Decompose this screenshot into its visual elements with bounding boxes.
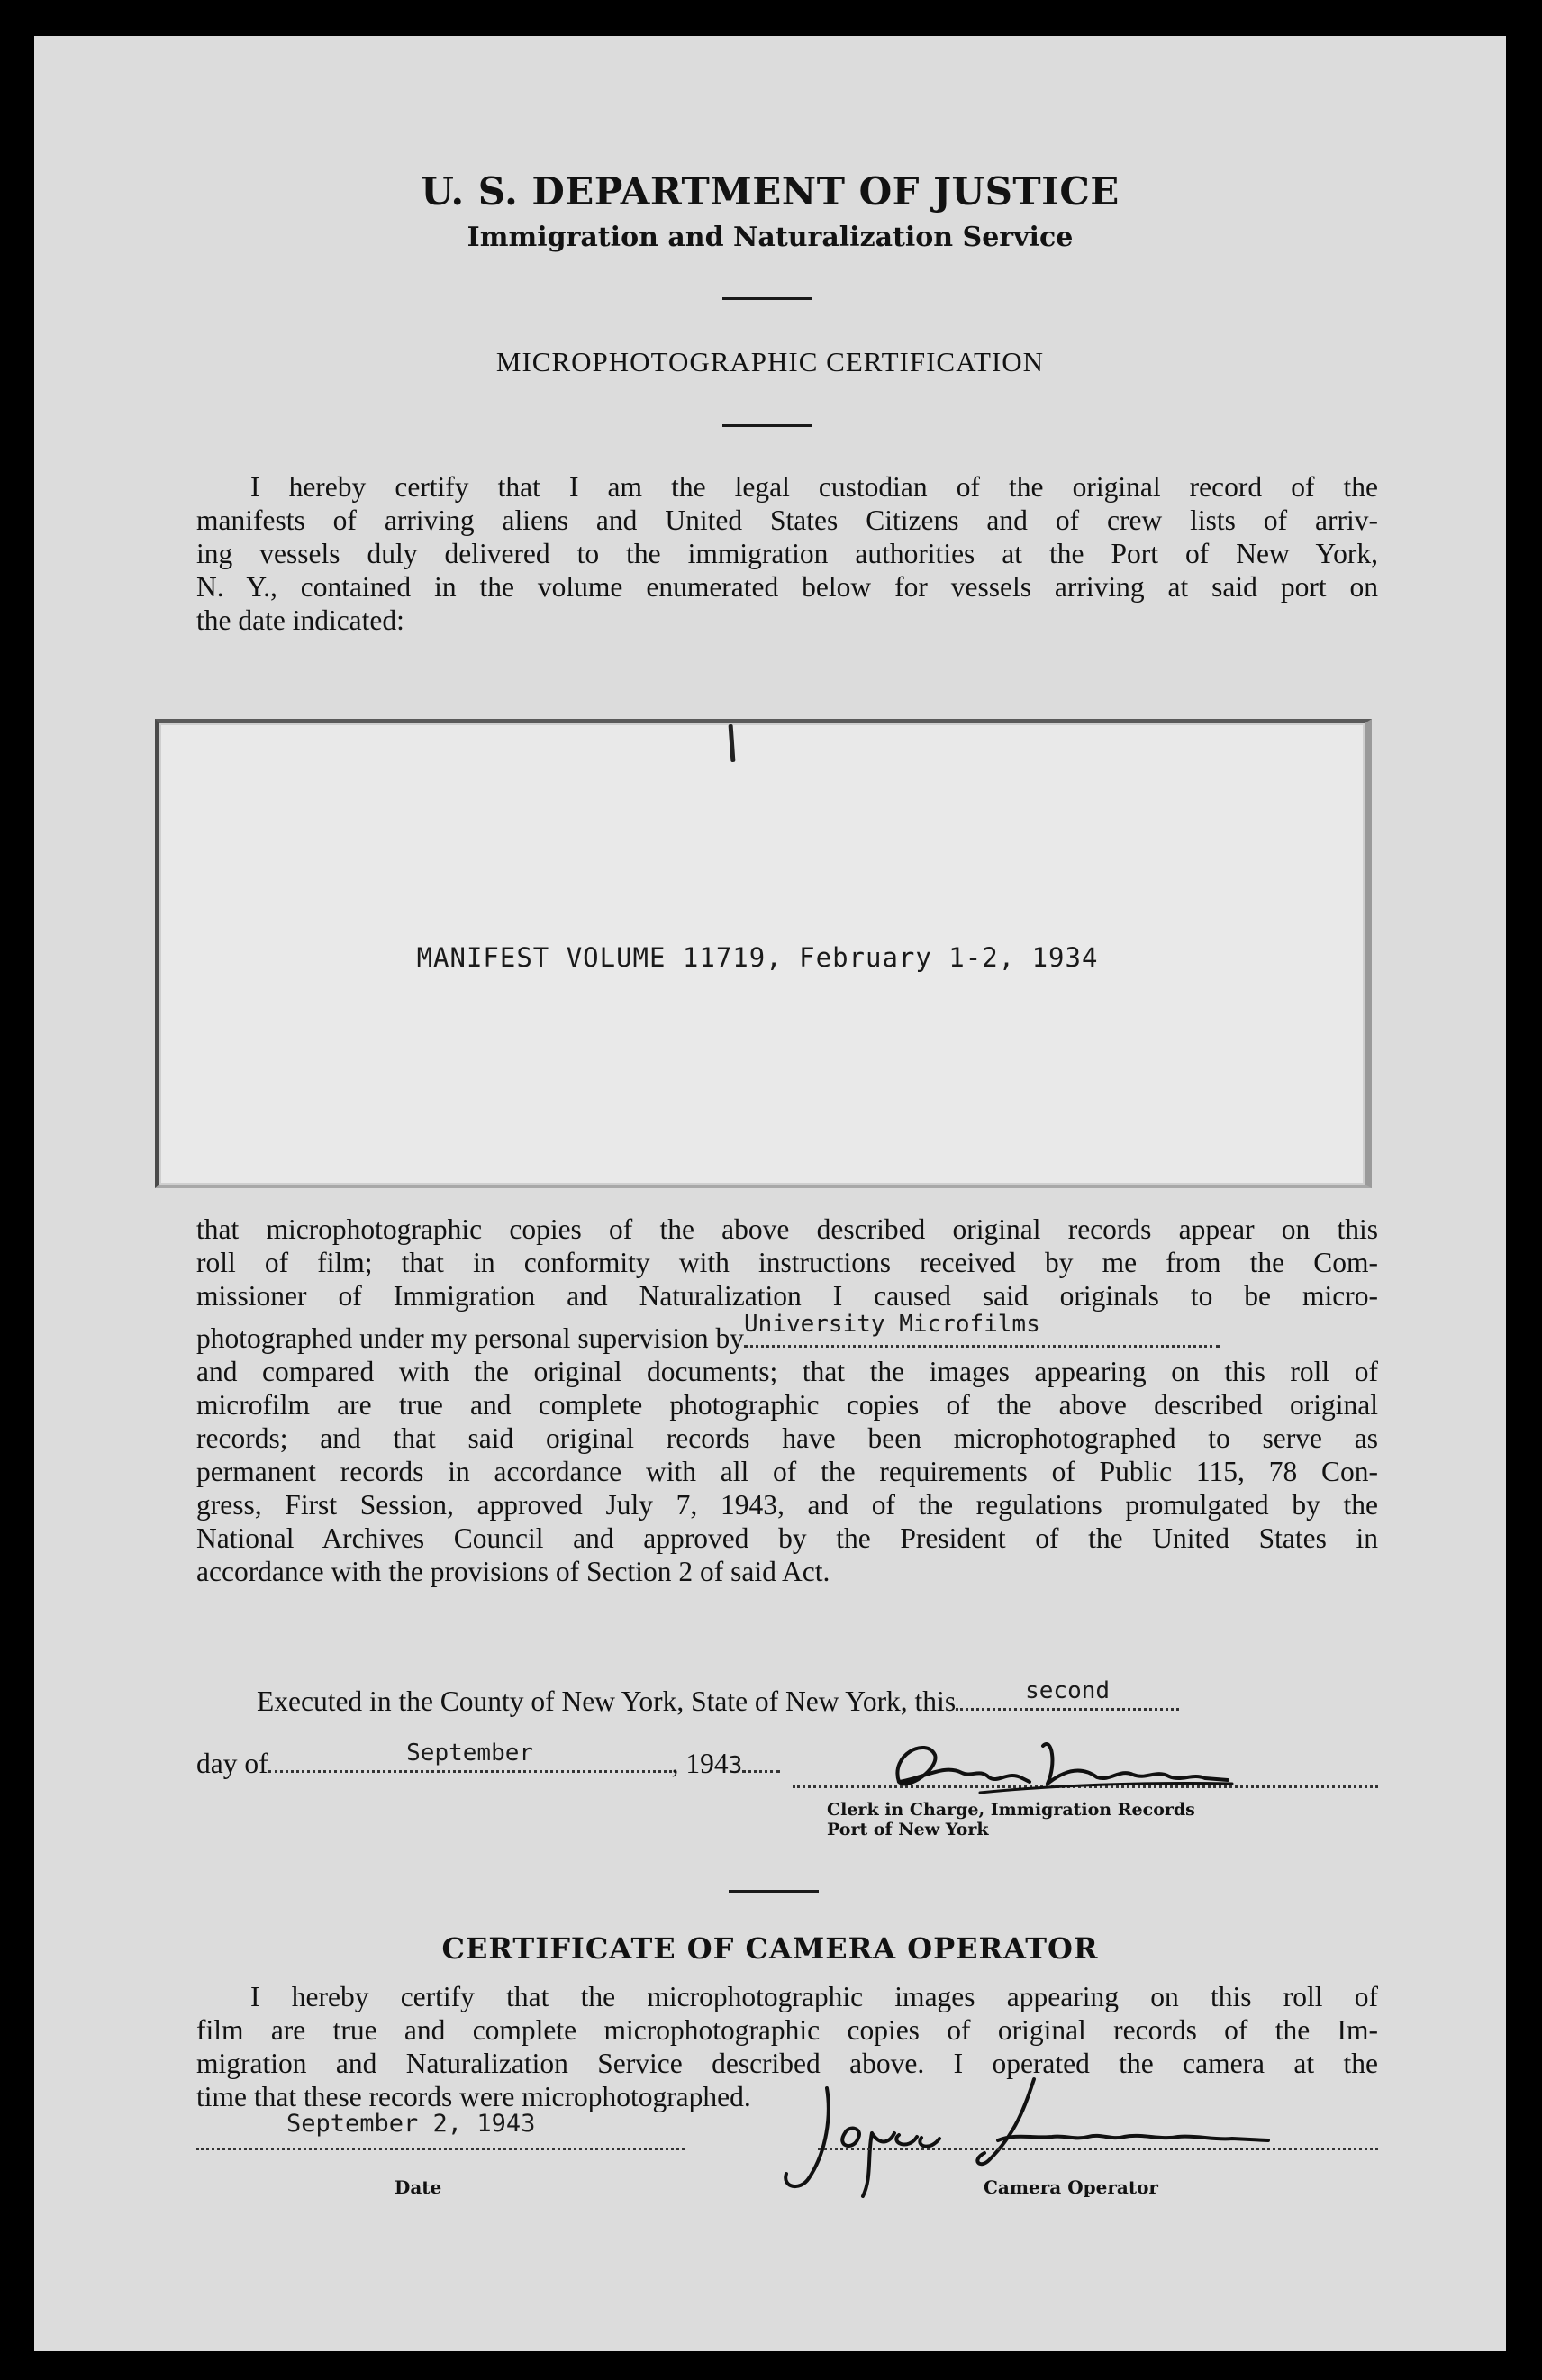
statement-line: roll of film; that in conformity with instructions received by me from the Com-: [196, 1247, 1378, 1278]
statement-line: missioner of Immigration and Naturalization I caused said originals to be micro-: [196, 1280, 1378, 1312]
year-prefix: , 194: [671, 1748, 729, 1779]
photographer-field: [744, 1311, 1220, 1348]
divider-rule: [729, 1890, 819, 1893]
year-field-dots: [742, 1743, 780, 1773]
divider-rule: [722, 424, 812, 427]
statement-line: I hereby certify that the microphotographic images appearing on this roll of: [250, 1981, 1378, 2012]
operator-label: Camera Operator: [984, 2176, 1158, 2198]
statement-line: gress, First Session, approved July 7, 1943, and of the regulations promulgated by the: [196, 1489, 1378, 1521]
certification-statement: [196, 1213, 1378, 1588]
date-signature-line: [196, 2146, 685, 2150]
divider-rule: [722, 297, 812, 300]
month-field: [268, 1740, 672, 1773]
month-value: September: [406, 1740, 534, 1767]
statement-line: microfilm are true and complete photographic copies of the above described original: [196, 1389, 1378, 1421]
statement-line: the date indicated:: [196, 604, 404, 636]
statement-line: time that these records were microphotographed.: [196, 2081, 751, 2112]
day-of-label: day of: [196, 1748, 268, 1779]
clerk-port: Port of New York: [827, 1820, 989, 1840]
certificate-sheet: [34, 36, 1506, 2351]
statement-line: accordance with the provisions of Section 2 of said Act.: [196, 1556, 830, 1587]
supervision-text: photographed under my personal supervision by: [196, 1322, 745, 1354]
camera-operator-heading: CERTIFICATE OF CAMERA OPERATOR: [441, 1931, 1099, 1966]
executed-line: [257, 1677, 1179, 1718]
date-value: September 2, 1943: [286, 2110, 536, 2138]
certification-heading: MICROPHOTOGRAPHIC CERTIFICATION: [495, 346, 1045, 377]
statement-line: records; and that said original records have been microphotographed to serve as: [196, 1422, 1378, 1454]
clerk-title: Clerk in Charge, Immigration Records: [827, 1800, 1195, 1820]
statement-line: film are true and complete microphotographic copies of original records of the Im-: [196, 2014, 1378, 2046]
operator-signature-line: [818, 2146, 1378, 2150]
day-word: second: [1025, 1677, 1111, 1704]
clerk-signature: [872, 1728, 1340, 1809]
agency-title: U. S. DEPARTMENT OF JUSTICE: [421, 169, 1120, 213]
statement-line: [196, 1311, 1378, 1355]
day-field: [956, 1677, 1179, 1711]
statement-line: permanent records in accordance with all of the requirements of Public 115, 78 Con-: [196, 1456, 1378, 1487]
statement-line: N. Y., contained in the volume enumerated below for vessels arriving at said port on: [196, 571, 1378, 603]
day-of-line: [196, 1740, 780, 1780]
manifest-volume-text: MANIFEST VOLUME 11719, February 1-2, 1934: [416, 942, 1099, 973]
service-subtitle: Immigration and Naturalization Service: [467, 222, 1074, 253]
statement-line: manifests of arriving aliens and United States Citizens and of crew lists of arriv-: [196, 504, 1378, 536]
statement-line: I hereby certify that I am the legal custodian of the original record of the: [250, 471, 1378, 503]
photographer-name: University Microfilms: [744, 1311, 1040, 1338]
custodian-statement: [196, 470, 1378, 637]
statement-line: migration and Naturalization Service described above. I operated the camera at the: [196, 2048, 1378, 2079]
statement-line: that microphotographic copies of the above described original records appear on this: [196, 1213, 1378, 1245]
statement-line: and compared with the original documents; that the images appearing on this roll of: [196, 1356, 1378, 1387]
executed-text: Executed in the County of New York, State of New York, this: [257, 1685, 957, 1717]
date-label: Date: [395, 2176, 442, 2198]
statement-line: National Archives Council and approved by the President of the United States in: [196, 1522, 1378, 1554]
statement-line: ing vessels duly delivered to the immigration authorities at the Port of New York,: [196, 538, 1378, 569]
year-digit: 3: [728, 1752, 743, 1779]
